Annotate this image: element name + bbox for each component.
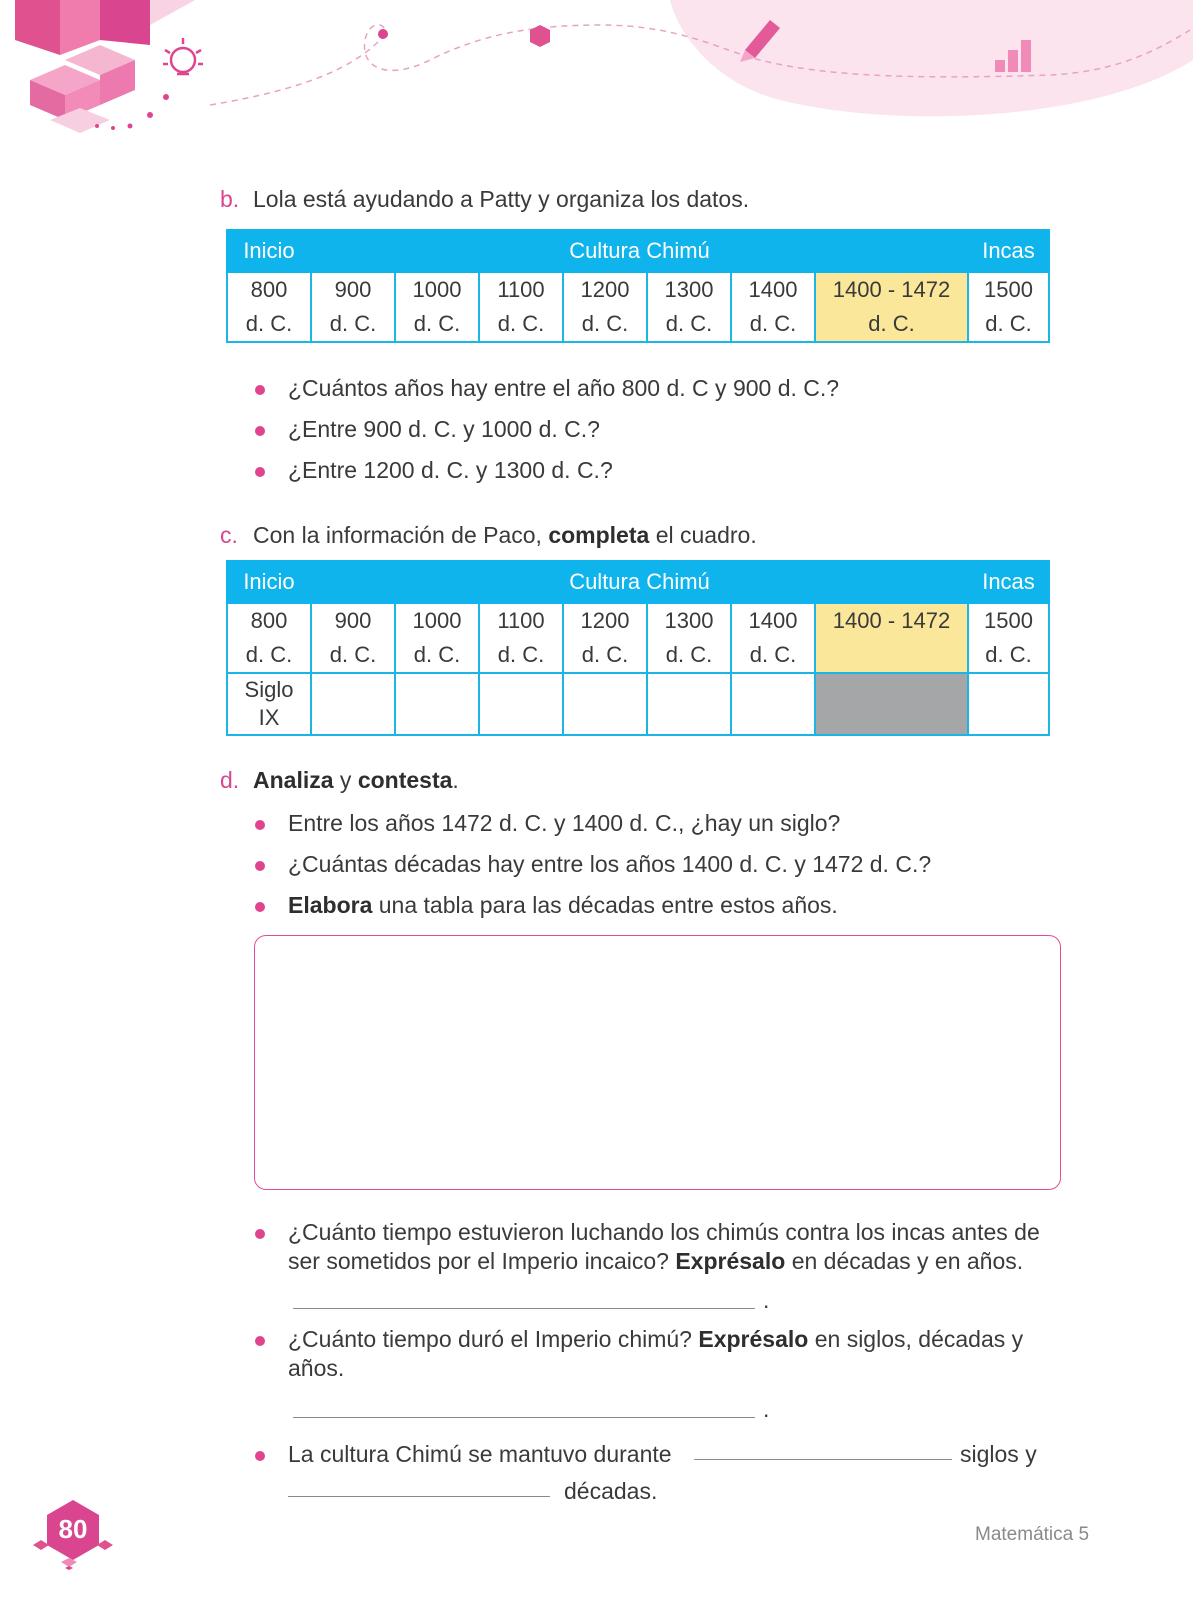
bullet-icon [255, 1451, 265, 1461]
header-inicio: Inicio [227, 230, 311, 272]
cubes-small-icon [33, 1540, 113, 1575]
answer-line[interactable] [293, 1308, 755, 1309]
page-number: 80 [58, 1514, 88, 1544]
year-cell [395, 272, 479, 342]
era: d. C. [245, 642, 293, 667]
year: 1100 [497, 277, 545, 302]
siglo-input-cell[interactable] [479, 673, 563, 735]
year-cell-highlight [815, 603, 968, 673]
year-cell [479, 603, 563, 673]
year: 800 [250, 277, 288, 302]
year-cell [563, 603, 647, 673]
question-end: en décadas y en años. [791, 1248, 1024, 1274]
section-b-heading [220, 186, 749, 213]
table-row [227, 272, 1049, 342]
siglo-input-cell[interactable] [731, 673, 815, 735]
siglo-input-cell[interactable] [563, 673, 647, 735]
question-rest: ¿Cuánto tiempo duró el Imperio chimú? [288, 1326, 692, 1352]
q6-mid-text: siglos y [960, 1441, 1037, 1467]
table-header-row [227, 230, 1049, 272]
year-cell [647, 603, 731, 673]
siglo-gray-cell [815, 673, 968, 735]
header-cultura-chimu: Cultura Chimú [311, 561, 968, 603]
question-text: ¿Entre 900 d. C. y 1000 d. C.? [288, 416, 600, 442]
year: 1500 [984, 608, 1033, 633]
siglo-value: IX [258, 705, 280, 730]
year-cell [227, 272, 311, 342]
section-c-bold: completa [548, 522, 650, 548]
question-text: La cultura Chimú se mantuvo durante [288, 1441, 672, 1467]
year-cell [968, 272, 1049, 342]
era: d. C. [329, 642, 377, 667]
section-d-text: y [339, 767, 352, 793]
section-c-text-end: el cuadro. [655, 522, 757, 548]
question-text: ¿Entre 1200 d. C. y 1300 d. C.? [288, 457, 613, 483]
era: d. C. [665, 642, 713, 667]
era: d. C. [985, 642, 1032, 667]
year-cell [311, 603, 395, 673]
question-bold: Exprésalo [675, 1248, 786, 1274]
year: 1100 [497, 608, 545, 633]
siglo-input-cell[interactable] [395, 673, 479, 735]
cubes-icon [15, 0, 150, 133]
bullet-icon [255, 426, 265, 436]
answer-period: . [763, 1396, 770, 1422]
era: d. C. [413, 642, 461, 667]
question-text: ¿Cuántos años hay entre el año 800 d. C y 900 d. C.? [288, 375, 840, 401]
era: d. C. [749, 642, 797, 667]
section-d-heading [220, 767, 459, 794]
question-end: en siglos, décadas y años. [288, 1326, 1024, 1381]
question-text [288, 1325, 1048, 1383]
siglo-label-cell [227, 673, 311, 735]
era: d. C. [581, 311, 629, 336]
era: d. C. [245, 311, 293, 336]
year: 1000 [412, 608, 462, 633]
section-b-letter: b. [220, 186, 240, 212]
section-b-text: Lola está ayudando a Patty y organiza los datos. [253, 186, 750, 212]
year-cell [311, 272, 395, 342]
question-rest: ¿Cuánto tiempo estuvieron luchando los chimús contra los incas antes de ser sometidos por el Imperio incaico? [288, 1219, 1040, 1274]
siglo-label: Siglo [244, 677, 294, 702]
year: 1500 [984, 277, 1033, 302]
year-cell [647, 272, 731, 342]
bullet-icon [255, 467, 265, 477]
siglo-row [227, 673, 1049, 735]
year-cell [227, 603, 311, 673]
lightbulb-icon [163, 38, 203, 74]
section-d-period: . [452, 767, 459, 793]
year-cell [731, 603, 815, 673]
year-cell [395, 603, 479, 673]
year: 1200 [580, 277, 630, 302]
year: 1200 [580, 608, 630, 633]
siglo-input-cell[interactable] [311, 673, 395, 735]
answer-line-decadas[interactable] [288, 1496, 550, 1497]
answer-period: . [763, 1287, 770, 1313]
era: d. C. [413, 311, 461, 336]
year-cell [968, 603, 1049, 673]
table-b [226, 229, 1050, 343]
era: d. C. [329, 311, 377, 336]
siglo-input-cell[interactable] [647, 673, 731, 735]
q6-end-text: décadas. [564, 1478, 658, 1504]
header-decoration [0, 0, 1193, 160]
question-bold: Exprésalo [698, 1326, 809, 1352]
question-text: Entre los años 1472 d. C. y 1400 d. C., ¿hay un siglo? [288, 810, 841, 836]
bullet-icon [255, 1336, 265, 1346]
bullet-icon [255, 902, 265, 912]
bullet-icon [255, 861, 265, 871]
year-cell-highlight [815, 272, 968, 342]
siglo-input-cell[interactable] [968, 673, 1049, 735]
answer-line[interactable] [293, 1417, 755, 1418]
era: d. C. [985, 311, 1032, 336]
table-row [227, 603, 1049, 673]
section-c-letter: c. [220, 522, 238, 548]
answer-line-siglos[interactable] [694, 1459, 952, 1460]
header-inicio: Inicio [227, 561, 311, 603]
year-cell [479, 272, 563, 342]
year: 1400 [748, 277, 798, 302]
section-d-bold-2: contesta [357, 767, 453, 793]
question-text: ¿Cuántas décadas hay entre los años 1400 d. C. y 1472 d. C.? [288, 851, 932, 877]
year: 900 [334, 277, 372, 302]
book-title: Matemática 5 [975, 1524, 1090, 1545]
decades-table-answer-box[interactable] [254, 935, 1061, 1190]
era: d. C. [665, 311, 713, 336]
header-cultura-chimu: Cultura Chimú [311, 230, 968, 272]
year: 1300 [664, 608, 714, 633]
year: 800 [250, 608, 288, 633]
section-d-letter: d. [220, 767, 240, 793]
table-c [226, 560, 1050, 736]
header-incas: Incas [968, 230, 1049, 272]
question-rest: una tabla para las décadas entre estos años. [378, 892, 838, 918]
question-text [288, 891, 838, 920]
year: 900 [334, 608, 372, 633]
table-header-row [227, 561, 1049, 603]
era: d. C. [749, 311, 797, 336]
era: d. C. [497, 311, 545, 336]
era: d. C. [497, 642, 545, 667]
year: 1400 [748, 608, 798, 633]
question-text [288, 1218, 1063, 1276]
question-bold: Elabora [288, 892, 373, 918]
era: d. C. [581, 642, 629, 667]
year-cell [731, 272, 815, 342]
section-d-bold-1: Analiza [253, 767, 334, 793]
section-c-heading [220, 522, 757, 549]
bullet-icon [255, 385, 265, 395]
section-c-text: Con la información de Paco, [253, 522, 542, 548]
year-cell [563, 272, 647, 342]
year: 1300 [664, 277, 714, 302]
bullet-icon [255, 1229, 265, 1239]
bullet-icon [255, 820, 265, 830]
era: d. C. [868, 311, 915, 336]
year: 1000 [412, 277, 462, 302]
year: 1400 - 1472 [832, 277, 951, 302]
header-incas: Incas [968, 561, 1049, 603]
year: 1400 - 1472 [832, 608, 951, 633]
